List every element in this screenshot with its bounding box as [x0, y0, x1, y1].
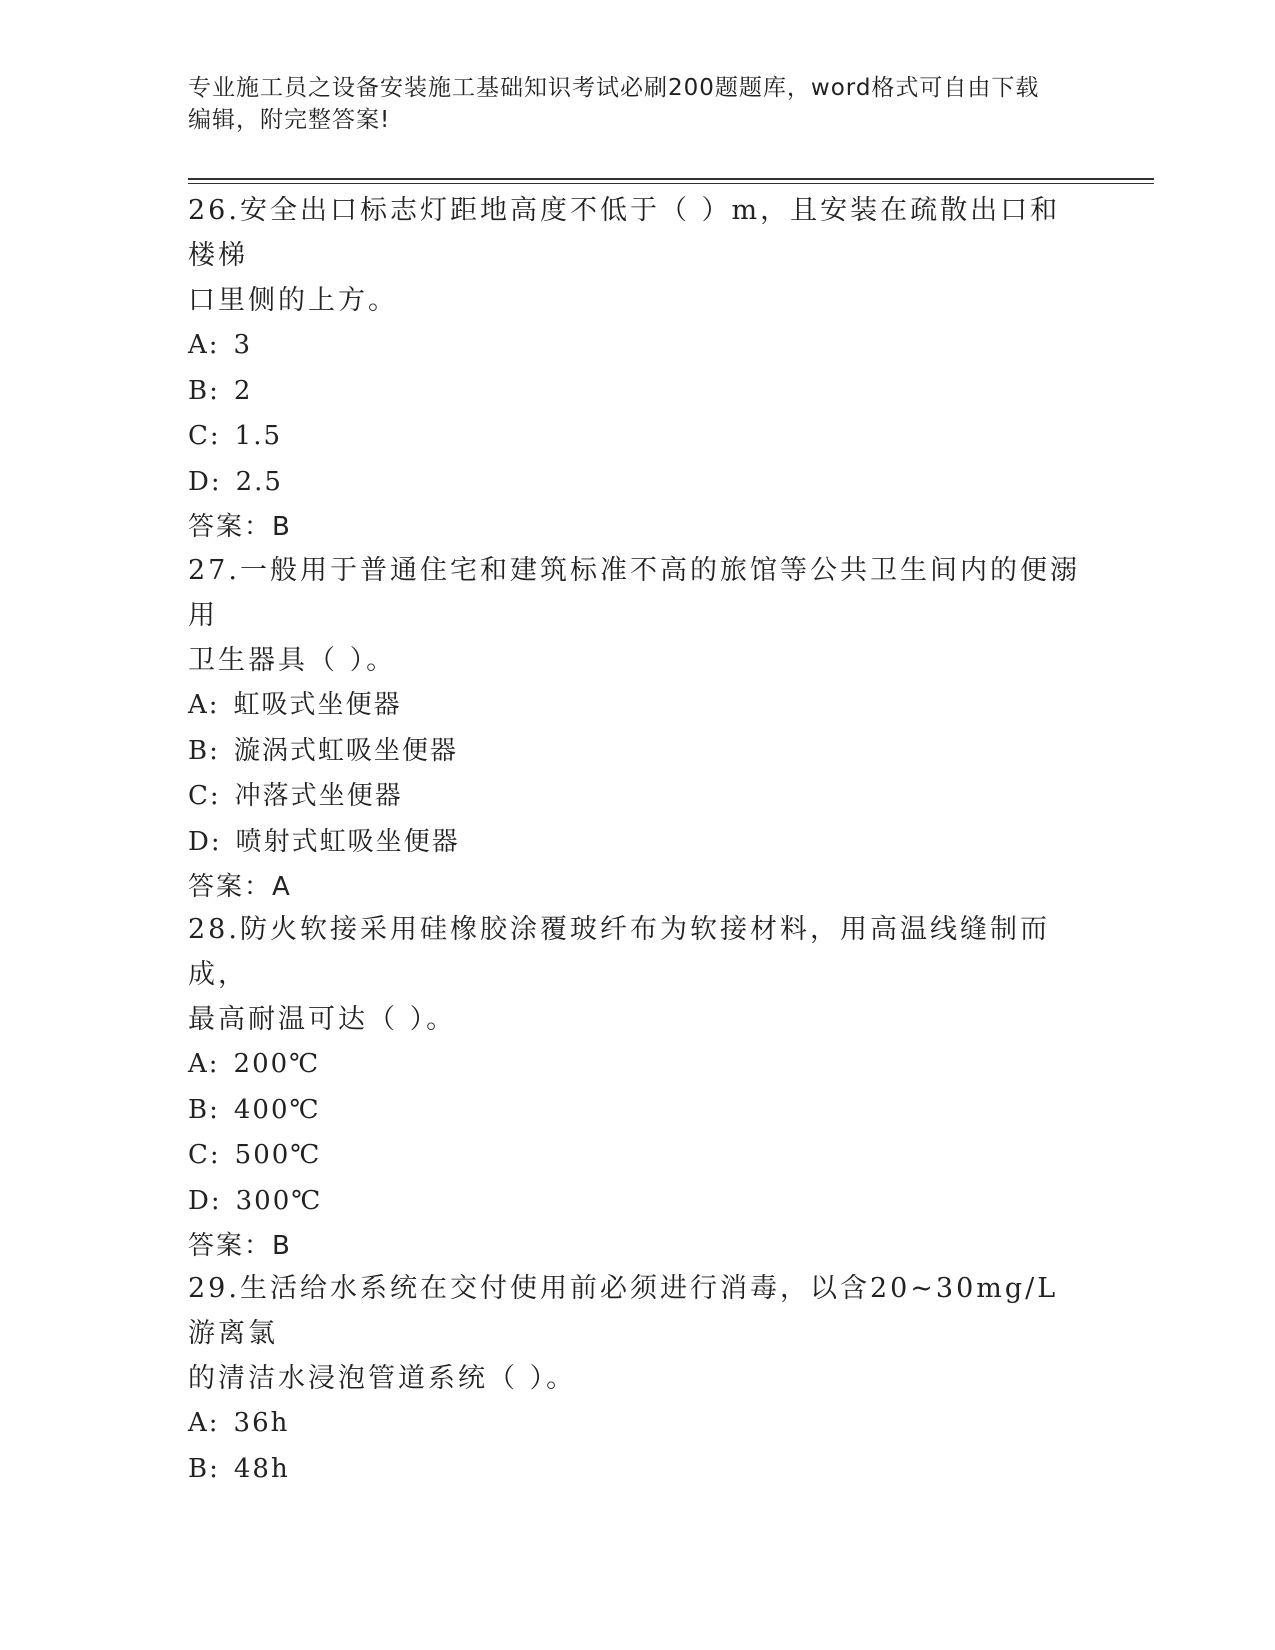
- option-letter: C:: [188, 781, 221, 812]
- answer-label: 答案：B: [188, 512, 292, 543]
- option-text: 喷射式虹吸坐便器: [235, 826, 460, 857]
- option-letter: D:: [188, 466, 222, 497]
- question-stem-line-1: 29.生活给水系统在交付使用前必须进行消毒，以含20~30mg/L游离氯: [188, 1273, 1059, 1349]
- option-letter: A:: [188, 1049, 220, 1079]
- option-text: 1.5: [234, 421, 283, 452]
- header-title-line-1: 专业施工员之设备安装施工基础知识考试必刷200题题库，word格式可自由下载: [188, 75, 1040, 101]
- option-b: [188, 1447, 1088, 1493]
- option-text: 400℃: [233, 1094, 321, 1125]
- option-text: 48h: [233, 1453, 290, 1484]
- option-b: [188, 1088, 1088, 1134]
- header-divider-thin: [188, 183, 1154, 184]
- question-27: [188, 548, 1088, 910]
- question-stem-line-1: 28.防火软接采用硅橡胶涂覆玻纤布为软接材料，用高温线缝制而成，: [188, 914, 1050, 990]
- question-stem-line-2: 的清洁水浸泡管道系统（ ）。: [188, 1363, 577, 1394]
- header-title-line-2: 编辑，附完整答案!: [188, 107, 391, 133]
- option-c: [188, 774, 1088, 820]
- option-letter: C:: [188, 421, 221, 452]
- question-stem-line-2: 最高耐温可达（ ）。: [188, 1004, 457, 1035]
- question-stem: [188, 1266, 1088, 1401]
- question-stem-line-2: 口里侧的上方。: [188, 285, 398, 316]
- question-stem-line-1: 26.安全出口标志灯距地高度不低于（ ）m，且安装在疏散出口和楼梯: [188, 195, 1061, 271]
- question-stem-line-1: 27.一般用于普通住宅和建筑标准不高的旅馆等公共卫生间内的便溺用: [188, 555, 1080, 631]
- option-letter: A:: [188, 690, 220, 720]
- answer-label: 答案：B: [188, 1231, 292, 1262]
- option-d: [188, 1179, 1088, 1225]
- option-text: 漩涡式虹吸坐便器: [233, 735, 458, 766]
- option-text: 2.5: [235, 466, 283, 497]
- option-letter: A:: [188, 1408, 220, 1438]
- option-letter: B:: [188, 1453, 220, 1484]
- option-text: 3: [233, 330, 253, 360]
- option-letter: B:: [188, 735, 220, 766]
- question-29: [188, 1266, 1088, 1492]
- question-stem: [188, 188, 1088, 323]
- question-stem: [188, 548, 1088, 683]
- document-header: [188, 72, 1088, 136]
- option-a: [188, 683, 1088, 729]
- option-text: 36h: [233, 1408, 290, 1438]
- option-a: [188, 1042, 1088, 1088]
- option-text: 虹吸式坐便器: [233, 690, 402, 720]
- option-text: 冲落式坐便器: [234, 781, 403, 812]
- option-d: [188, 460, 1088, 506]
- option-text: 200℃: [233, 1049, 321, 1079]
- option-a: [188, 323, 1088, 369]
- question-26: [188, 188, 1088, 550]
- question-stem-line-2: 卫生器具（ ）。: [188, 645, 397, 676]
- option-letter: D:: [188, 826, 222, 857]
- question-28: [188, 907, 1088, 1269]
- option-letter: A:: [188, 330, 220, 360]
- option-d: [188, 820, 1088, 866]
- option-text: 2: [233, 375, 253, 406]
- option-c: [188, 414, 1088, 460]
- option-text: 500℃: [234, 1140, 322, 1171]
- option-letter: C:: [188, 1140, 221, 1171]
- option-letter: B:: [188, 375, 220, 406]
- option-text: 300℃: [235, 1185, 323, 1216]
- option-c: [188, 1133, 1088, 1179]
- option-b: [188, 729, 1088, 775]
- question-stem: [188, 907, 1088, 1042]
- answer-label: 答案：A: [188, 872, 292, 903]
- option-letter: B:: [188, 1094, 220, 1125]
- header-divider-thick: [188, 178, 1154, 180]
- option-b: [188, 369, 1088, 415]
- option-a: [188, 1401, 1088, 1447]
- option-letter: D:: [188, 1185, 222, 1216]
